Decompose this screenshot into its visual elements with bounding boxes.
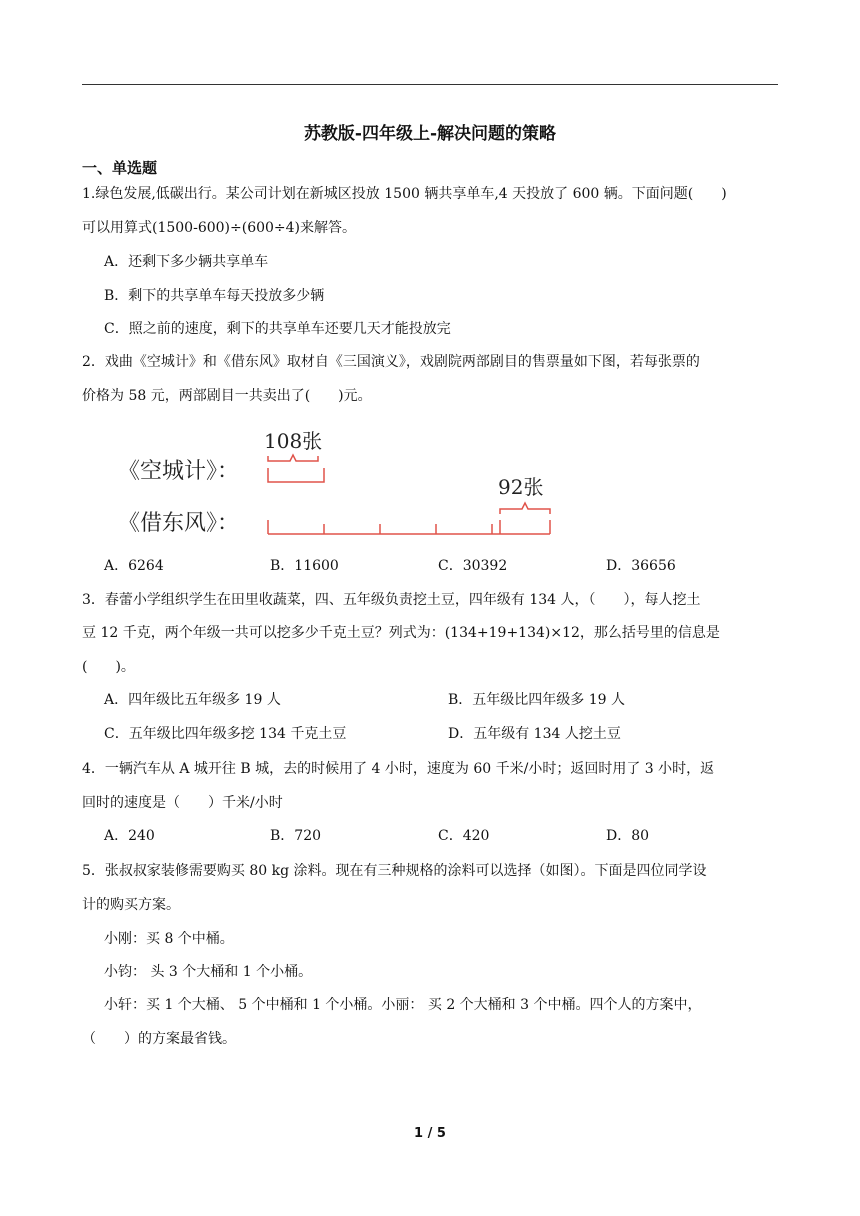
segment-kongchengji xyxy=(268,468,324,482)
q5-line1: 5．张叔叔家装修需要购买 80 kg 涂料。现在有三种规格的涂料可以选择（如图）。下面是四位同学设 xyxy=(82,863,707,879)
q4-line1: 4．一辆汽车从 A 城开往 B 城，去的时候用了 4 小时，速度为 60 千米/小时；返回时用了 3 小时，返 xyxy=(82,761,715,777)
q3-option-b: B．五年级比四年级多 19 人 xyxy=(448,692,626,708)
header-rule xyxy=(82,84,778,85)
page-title: 苏教版-四年级上-解决问题的策略 xyxy=(303,124,557,144)
q2-line2: 价格为 58 元，两部剧目一共卖出了( )元。 xyxy=(82,388,372,404)
section-heading: 一、单选题 xyxy=(82,159,158,177)
q3-line1: 3．春蕾小学组织学生在田里收蔬菜，四、五年级负责挖土豆，四年级有 134 人，（ ），每人挖土 xyxy=(82,592,701,608)
q5-line4: 小钧： 头 3 个大桶和 1 个小桶。 xyxy=(104,964,313,980)
brace-bottom xyxy=(500,503,550,514)
q5-line2: 计的购买方案。 xyxy=(82,897,180,913)
q3-line2: 豆 12 千克，两个年级一共可以挖多少千克土豆？列式为：(134+19+134)×12，那么括号里的信息是 xyxy=(82,625,720,641)
q1-line2: 可以用算式(1500-600)÷(600÷4)来解答。 xyxy=(82,220,357,236)
brace-top xyxy=(268,455,318,461)
q3-option-a: A．四年级比五年级多 19 人 xyxy=(104,692,281,708)
q1-option-c: C．照之前的速度，剩下的共享单车还要几天才能投放完 xyxy=(104,321,451,337)
q3-line3: ( )。 xyxy=(82,659,135,675)
q1-line1: 1.绿色发展,低碳出行。某公司计划在新城区投放 1500 辆共享单车,4 天投放了 600 辆。下面问题( ) xyxy=(82,186,727,202)
q3-option-c: C．五年级比四年级多挖 134 千克土豆 xyxy=(104,726,347,742)
segment-jiedongfeng xyxy=(268,520,550,534)
q5-line3: 小刚：买 8 个中桶。 xyxy=(104,931,234,947)
q3-option-d: D．五年级有 134 人挖土豆 xyxy=(448,726,621,742)
q2-option-c: C．30392 xyxy=(438,558,508,574)
label-kongchengji: 《空城计》： xyxy=(118,459,240,484)
q1-option-b: B．剩下的共享单车每天投放多少辆 xyxy=(104,288,325,304)
count-jiedongfeng: 92张 xyxy=(498,475,544,499)
q4-option-d: D．80 xyxy=(606,828,650,844)
q5-line6: （ ）的方案最省钱。 xyxy=(82,1031,236,1047)
q4-option-c: C．420 xyxy=(438,828,490,844)
q4-line2: 回时的速度是（ ）千米/小时 xyxy=(82,795,283,811)
q2-option-d: D．36656 xyxy=(606,558,676,574)
q1-option-a: A．还剩下多少辆共享单车 xyxy=(104,254,269,270)
q2-option-a: A．6264 xyxy=(104,558,164,574)
q2-line1: 2．戏曲《空城计》和《借东风》取材自《三国演义》，戏剧院两部剧目的售票量如下图，若每张票的 xyxy=(82,354,700,370)
q4-option-b: B．720 xyxy=(270,828,322,844)
ticket-sales-figure xyxy=(118,422,558,544)
q2-option-b: B．11600 xyxy=(270,558,339,574)
label-jiedongfeng: 《借东风》： xyxy=(118,511,240,536)
q4-option-a: A．240 xyxy=(104,828,155,844)
count-kongchengji: 108张 xyxy=(264,429,323,453)
q5-line5: 小轩：买 1 个大桶、 5 个中桶和 1 个小桶。小丽： 买 2 个大桶和 3 个中桶。四个人的方案中， xyxy=(104,997,702,1013)
page-number: 1 / 5 xyxy=(414,1126,446,1141)
